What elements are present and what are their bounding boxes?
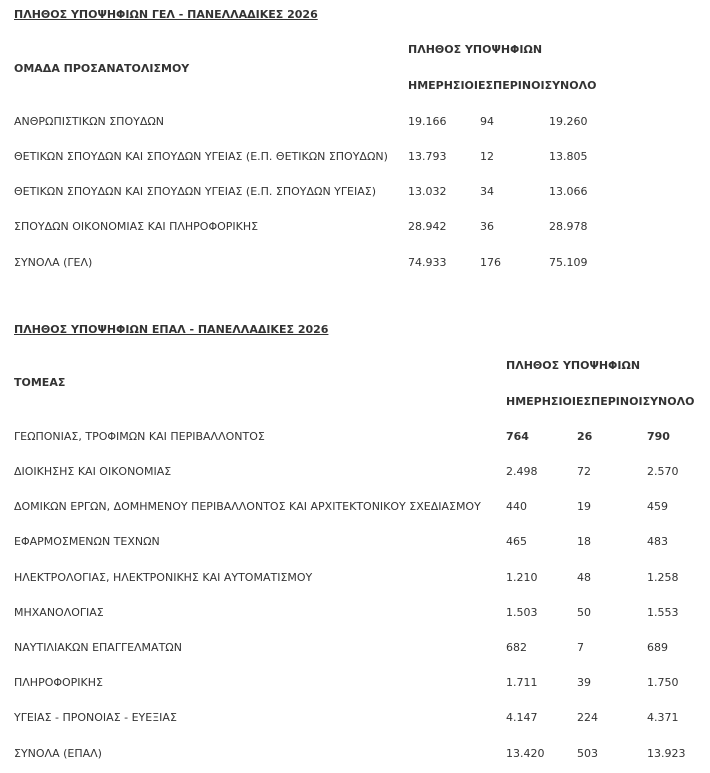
epal-group-header: ΤΟΜΕΑΣ <box>14 376 66 389</box>
epal-row-day: 440 <box>506 500 527 513</box>
gel-row-total: 13.066 <box>549 185 588 198</box>
epal-row-night: 72 <box>577 465 591 478</box>
epal-row-day: 2.498 <box>506 465 538 478</box>
epal-totals-day: 13.420 <box>506 747 545 760</box>
gel-row-day: 13.793 <box>408 150 447 163</box>
gel-group-header: ΟΜΑΔΑ ΠΡΟΣΑΝΑΤΟΛΙΣΜΟΥ <box>14 62 190 75</box>
epal-row-total: 4.371 <box>647 711 679 724</box>
epal-totals-night: 503 <box>577 747 598 760</box>
gel-totals-day: 74.933 <box>408 256 447 269</box>
epal-col-night: ΕΣΠΕΡΙΝΟΙ <box>576 395 643 408</box>
epal-row-night: 50 <box>577 606 591 619</box>
epal-totals-total: 13.923 <box>647 747 686 760</box>
gel-col-total: ΣΥΝΟΛΟ <box>544 79 597 92</box>
epal-row-name: ΥΓΕΙΑΣ - ΠΡΟΝΟΙΑΣ - ΕΥΕΞΙΑΣ <box>14 711 177 724</box>
gel-row-total: 28.978 <box>549 220 588 233</box>
epal-totals-name: ΣΥΝΟΛΑ (ΕΠΑΛ) <box>14 747 102 760</box>
epal-row-total: 483 <box>647 535 668 548</box>
gel-col-headers <box>408 79 596 93</box>
gel-row-day: 19.166 <box>408 115 447 128</box>
epal-row-total: 1.750 <box>647 676 679 689</box>
epal-row-night: 7 <box>577 641 584 654</box>
epal-count-header: ΠΛΗΘΟΣ ΥΠΟΨΗΦΙΩΝ <box>506 359 641 372</box>
epal-row-name: ΔΟΜΙΚΩΝ ΕΡΓΩΝ, ΔΟΜΗΜΕΝΟΥ ΠΕΡΙΒΑΛΛΟΝΤΟΣ ΚΑΙ ΑΡΧΙΤΕΚΤΟΝΙΚΟΥ ΣΧΕΔΙΑΣΜΟΥ <box>14 500 481 513</box>
epal-row-name: ΓΕΩΠΟΝΙΑΣ, ΤΡΟΦΙΜΩΝ ΚΑΙ ΠΕΡΙΒΑΛΛΟΝΤΟΣ <box>14 430 265 443</box>
gel-row-name: ΑΝΘΡΩΠΙΣΤΙΚΩΝ ΣΠΟΥΔΩΝ <box>14 115 164 128</box>
epal-row-day: 465 <box>506 535 527 548</box>
epal-row-total: 790 <box>647 430 670 443</box>
epal-row-total: 689 <box>647 641 668 654</box>
epal-row-name: ΔΙΟΙΚΗΣΗΣ ΚΑΙ ΟΙΚΟΝΟΜΙΑΣ <box>14 465 172 478</box>
epal-row-night: 18 <box>577 535 591 548</box>
gel-row-night: 94 <box>480 115 494 128</box>
epal-row-total: 2.570 <box>647 465 679 478</box>
gel-section-title: ΠΛΗΘΟΣ ΥΠΟΨΗΦΙΩΝ ΓΕΛ - ΠΑΝΕΛΛΑΔΙΚΕΣ 2026 <box>14 8 318 21</box>
epal-row-total: 459 <box>647 500 668 513</box>
epal-row-night: 39 <box>577 676 591 689</box>
gel-row-night: 12 <box>480 150 494 163</box>
gel-col-day: ΗΜΕΡΗΣΙΟΙ <box>408 79 478 92</box>
gel-row-name: ΘΕΤΙΚΩΝ ΣΠΟΥΔΩΝ ΚΑΙ ΣΠΟΥΔΩΝ ΥΓΕΙΑΣ (Ε.Π. ΘΕΤΙΚΩΝ ΣΠΟΥΔΩΝ) <box>14 150 388 163</box>
gel-row-name: ΣΠΟΥΔΩΝ ΟΙΚΟΝΟΜΙΑΣ ΚΑΙ ΠΛΗΡΟΦΟΡΙΚΗΣ <box>14 220 259 233</box>
epal-row-day: 1.210 <box>506 571 538 584</box>
gel-col-night: ΕΣΠΕΡΙΝΟΙ <box>478 79 545 92</box>
epal-col-headers <box>506 395 694 409</box>
epal-row-day: 1.503 <box>506 606 538 619</box>
epal-section-title: ΠΛΗΘΟΣ ΥΠΟΨΗΦΙΩΝ ΕΠΑΛ - ΠΑΝΕΛΛΑΔΙΚΕΣ 2026 <box>14 323 329 336</box>
epal-col-total: ΣΥΝΟΛΟ <box>642 395 695 408</box>
epal-row-name: ΠΛΗΡΟΦΟΡΙΚΗΣ <box>14 676 103 689</box>
gel-row-night: 36 <box>480 220 494 233</box>
gel-totals-total: 75.109 <box>549 256 588 269</box>
gel-row-total: 13.805 <box>549 150 588 163</box>
epal-row-total: 1.553 <box>647 606 679 619</box>
epal-col-day: ΗΜΕΡΗΣΙΟΙ <box>506 395 576 408</box>
gel-row-day: 28.942 <box>408 220 447 233</box>
epal-row-night: 224 <box>577 711 598 724</box>
epal-row-day: 764 <box>506 430 529 443</box>
gel-row-name: ΘΕΤΙΚΩΝ ΣΠΟΥΔΩΝ ΚΑΙ ΣΠΟΥΔΩΝ ΥΓΕΙΑΣ (Ε.Π. ΣΠΟΥΔΩΝ ΥΓΕΙΑΣ) <box>14 185 376 198</box>
epal-row-night: 26 <box>577 430 593 443</box>
epal-row-day: 682 <box>506 641 527 654</box>
epal-row-night: 48 <box>577 571 591 584</box>
gel-row-night: 34 <box>480 185 494 198</box>
gel-totals-night: 176 <box>480 256 501 269</box>
gel-count-header: ΠΛΗΘΟΣ ΥΠΟΨΗΦΙΩΝ <box>408 43 543 56</box>
epal-row-name: ΜΗΧΑΝΟΛΟΓΙΑΣ <box>14 606 104 619</box>
epal-row-name: ΕΦΑΡΜΟΣΜΕΝΩΝ ΤΕΧΝΩΝ <box>14 535 160 548</box>
epal-row-total: 1.258 <box>647 571 679 584</box>
epal-row-day: 4.147 <box>506 711 538 724</box>
gel-row-total: 19.260 <box>549 115 588 128</box>
epal-row-name: ΝΑΥΤΙΛΙΑΚΩΝ ΕΠΑΓΓΕΛΜΑΤΩΝ <box>14 641 182 654</box>
epal-row-night: 19 <box>577 500 591 513</box>
epal-row-name: ΗΛΕΚΤΡΟΛΟΓΙΑΣ, ΗΛΕΚΤΡΟΝΙΚΗΣ ΚΑΙ ΑΥΤΟΜΑΤΙΣΜΟΥ <box>14 571 313 584</box>
gel-totals-name: ΣΥΝΟΛΑ (ΓΕΛ) <box>14 256 93 269</box>
epal-row-day: 1.711 <box>506 676 538 689</box>
gel-row-day: 13.032 <box>408 185 447 198</box>
